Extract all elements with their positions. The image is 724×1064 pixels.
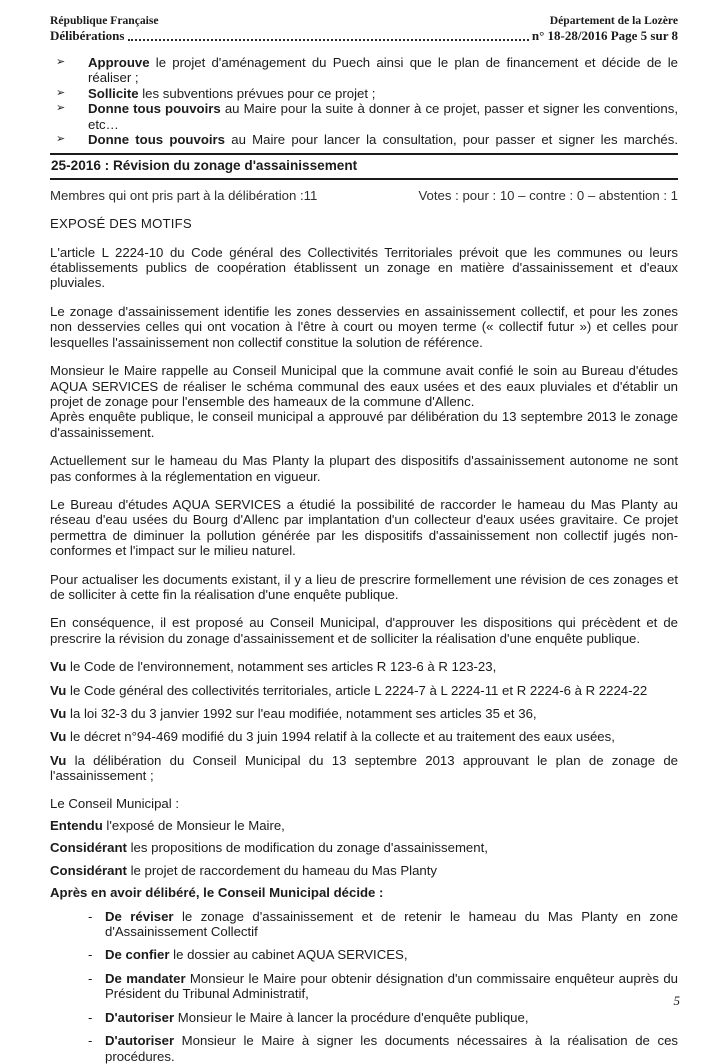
list-item [88,1010,678,1025]
section-title: 25-2016 : Révision du zonage d'assainissement [50,153,678,179]
decision-lead: De mandater [105,970,186,986]
council-intro: Le Conseil Municipal : [50,795,180,811]
list-item [50,86,678,101]
decision-rest: le dossier au cabinet AQUA SERVICES, [169,947,408,963]
vu-lead: Vu [50,729,67,745]
decision-rest: le zonage d'assainissement et de retenir le hameau du Mas Planty en zone d'Assainissement Collectif [105,908,678,940]
decision-rest: Monsieur le Maire à signer les documents nécessaires à la réalisation de ces procédures. [105,1033,678,1064]
paragraph: L'article L 2224-10 du Code général des Collectivités Territoriales prévoit que les communes ou leurs établissements publics de coopération établissent un zonage en matière d'assainissement et d'eaux pluviales. [50,244,678,291]
reference-number: n° 18-28/2016 Page 5 sur 8 [531,28,678,43]
vu-lead: Vu [50,752,67,768]
dotted-leader [128,39,528,41]
recital-lead: Considérant [50,840,127,856]
paragraph: Après enquête publique, le conseil municipal a approuvé par délibération du 13 septembre 2013 le zonage d'assainissement. [50,409,678,440]
list-item [88,1033,678,1064]
vu-lead: Vu [50,682,67,698]
decision-lead: De confier [105,947,170,963]
dash-bullet-icon: - [88,1033,93,1049]
resolution-lead: Sollicite [88,85,139,101]
decision-rest: Monsieur le Maire pour obtenir désignation d'un commissaire enquêteur auprès du Président du Tribunal Administratif, [105,970,678,1002]
page-number: 5 [673,992,680,1008]
recital-rest: le projet de raccordement du hameau du Mas Planty [126,862,438,878]
deliberation-meta [50,188,678,203]
prior-resolutions-list [50,55,678,147]
decision-lead: D'autoriser [105,1033,175,1049]
resolution-text [88,132,678,147]
recital [50,818,678,833]
list-item [50,55,678,86]
recital-rest: l'exposé de Monsieur le Maire, [102,818,285,834]
resolution-lead: Donne tous pouvoirs [88,132,226,148]
resolution-rest: au Maire pour la suite à donner à ce projet, passer et signer les conventions, etc… [88,101,678,132]
arrow-bullet-icon: ➢ [56,56,66,68]
recital-lead: Considérant [50,862,127,878]
dash-bullet-icon: - [88,947,93,963]
vu-rest: la loi 32-3 du 3 janvier 1992 sur l'eau modifiée, notamment ses articles 35 et 36, [66,706,537,721]
paragraph: Actuellement sur le hameau du Mas Planty la plupart des dispositifs d'assainissement autonome ne sont pas conformes à la réglementation en vigueur. [50,453,678,484]
list-item [88,909,678,940]
vu-lead: Vu [50,706,67,721]
vu-citation [50,683,678,698]
decision-text [105,1033,678,1064]
votes-result: Votes : pour : 10 – contre : 0 – abstention : 1 [418,187,678,203]
paragraph: Le Bureau d'études AQUA SERVICES a étudié la possibilité de raccorder le hameau du Mas Planty au réseau d'eau usées du Bourg d'Allenc par implantation d'un collecteur d'eaux usées gravitaire. Ce projet permettra de diminuer la pollution générée par les dispositifs d'assainissement non collectif jugés non-conformes et l'impact sur le milieu naturel. [50,496,678,559]
vu-rest: le Code général des collectivités territoriales, article L 2224-7 à L 2224-11 et R 2224-6 à R 2224-22 [66,682,648,698]
resolution-text [88,55,678,86]
recital [50,840,678,855]
decision-text [105,971,678,1002]
vu-citation [50,659,678,674]
paragraph: En conséquence, il est proposé au Conseil Municipal, d'approuver les dispositions qui précèdent et de prescrire la révision du zonage d'assainissement et de solliciter la réalisation d'une enquête publique. [50,615,678,646]
paragraph: Monsieur le Maire rappelle au Conseil Municipal que la commune avait confié le soin au Bureau d'études AQUA SERVICES de réaliser le schéma communal des eaux usées et des eaux pluviales et d'établir un projet de zonage pour l'ensemble des hameaux de la commune d'Allenc. [50,363,678,409]
vu-lead: Vu [50,659,67,675]
dash-bullet-icon: - [88,908,93,924]
expose-heading: EXPOSÉ DES MOTIFS [50,216,192,232]
decisions-list [88,909,678,1064]
decision-text [105,947,678,962]
resolution-text [88,101,678,132]
decision-text [105,909,678,940]
department-label: Département de la Lozère [549,14,678,27]
arrow-bullet-icon: ➢ [56,133,66,146]
decide-heading: Après en avoir délibéré, le Conseil Municipal décide : [50,885,384,901]
dash-bullet-icon: - [88,1009,93,1025]
vu-citation [50,753,678,784]
resolution-rest: au Maire pour lancer la consultation, pour passer et signer les marchés. [225,132,679,148]
arrow-bullet-icon: ➢ [56,102,66,115]
decision-lead: De réviser [105,908,174,924]
members-count: Membres qui ont pris part à la délibération :11 [50,187,318,203]
list-item [50,101,678,132]
arrow-bullet-icon: ➢ [56,86,66,99]
resolution-rest: le projet d'aménagement du Puech ainsi que le plan de financement et décide de le réaliser ; [88,55,678,86]
resolution-lead: Approuve [88,55,150,70]
recital-rest: les propositions de modification du zonage d'assainissement, [126,840,488,856]
deliberations-label: Délibérations [50,28,125,43]
paragraph: Le zonage d'assainissement identifie les zones desservies en assainissement collectif, et pour les zones non desservies celles qui ont vocation à l'être à court ou moyen terme (« collectif futur ») et celles pour lesquelles l'assainissement non collectif constitue la solution de référence. [50,303,678,350]
decision-lead: D'autoriser [105,1009,175,1025]
resolution-rest: les subventions prévues pour ce projet ; [138,85,376,101]
recital [50,863,678,878]
vu-citation [50,729,678,744]
recital-lead: Entendu [50,818,103,834]
list-item [88,947,678,962]
list-item [50,132,678,147]
resolution-lead: Donne tous pouvoirs [88,101,221,117]
document-header [50,14,678,44]
vu-rest: le Code de l'environnement, notamment ses articles R 123-6 à R 123-23, [66,659,497,675]
list-item [88,971,678,1002]
dash-bullet-icon: - [88,970,93,986]
paragraph: Pour actualiser les documents existant, il y a lieu de prescrire formellement une révision de ces zonages et de solliciter à cette fin la réalisation d'une enquête publique. [50,571,678,602]
decision-rest: Monsieur le Maire à lancer la procédure d'enquête publique, [174,1009,529,1025]
vu-rest: le décret n°94-469 modifié du 3 juin 1994 relatif à la collecte et au traitement des eaux usées, [66,729,615,745]
vu-rest: la délibération du Conseil Municipal du 13 septembre 2013 approuvant le plan de zonage de l'assainissement ; [50,752,678,784]
vu-citation [50,706,678,721]
republic-label: République Française [50,14,159,27]
decision-text [105,1010,678,1025]
resolution-text [88,86,678,101]
